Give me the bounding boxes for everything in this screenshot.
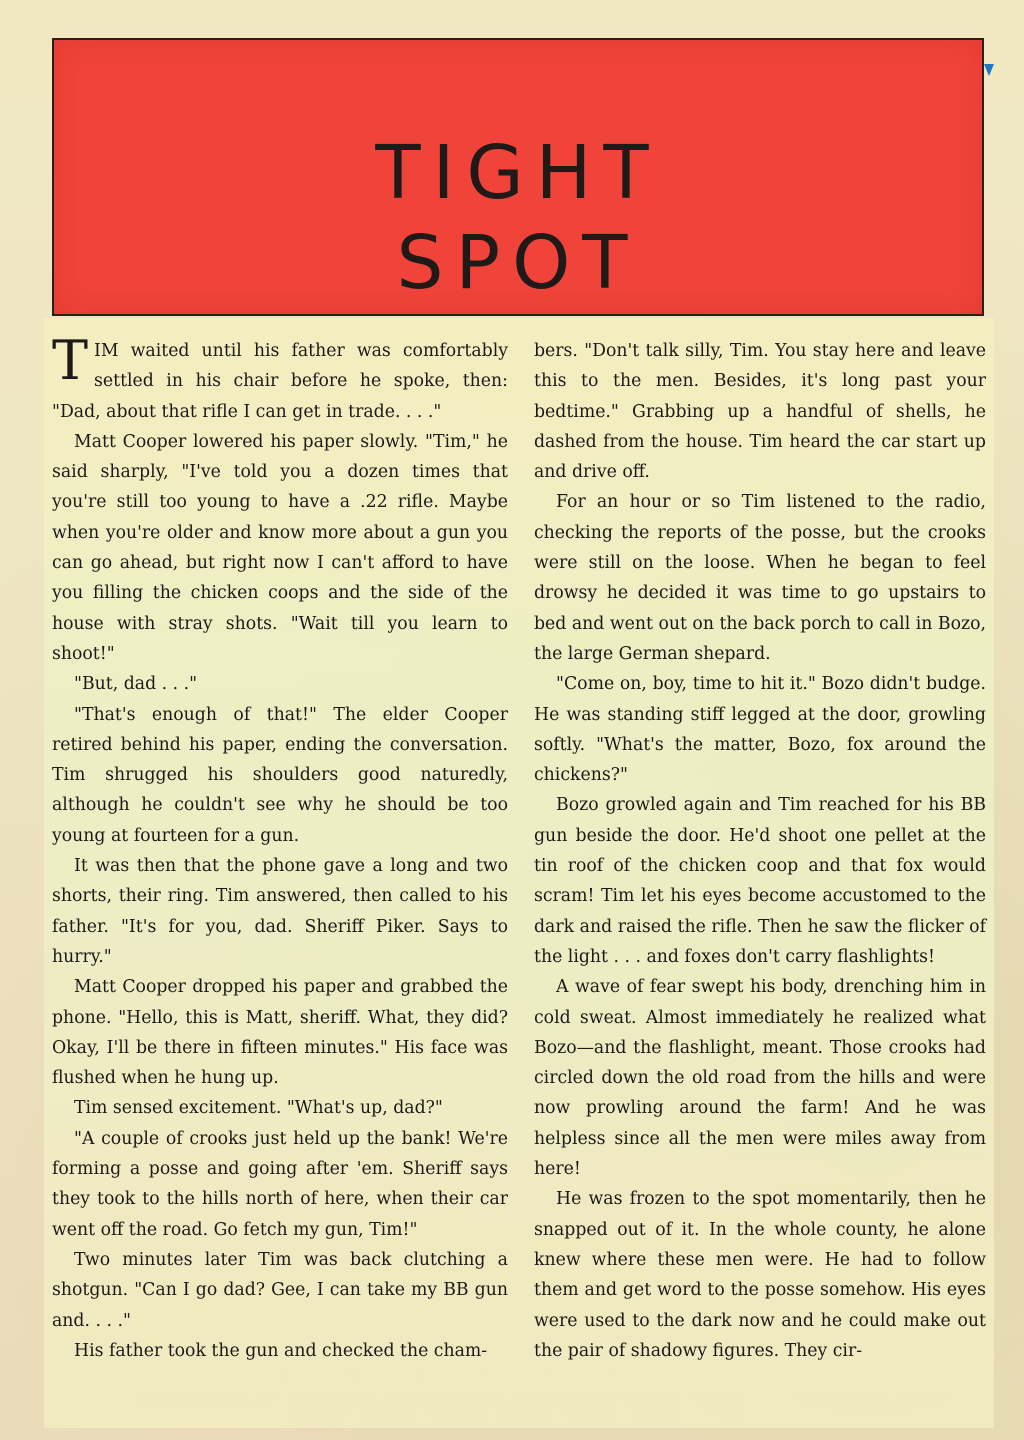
story-paragraph: "That's enough of that!" The elder Cooper retired behind his paper, ending the conversation. Tim shrugged his shoulders good naturedly, although he couldn't see why he should be too young at fourteen for a gun. <box>52 704 508 846</box>
drop-cap: T <box>52 329 89 392</box>
story-column-right <box>534 336 986 1366</box>
story-paragraph: "But, dad . . ." <box>74 674 198 695</box>
story-paragraph: A wave of fear swept his body, drenching him in cold sweat. Almost immediately he realized what Bozo—and the flashlight, meant. Those crooks had circled down the old road from the hills and were now prowling around the farm! And he was helpless since all the men were miles away from here! <box>534 977 986 1180</box>
story-paragraph: He was frozen to the spot momentarily, then he snapped out of it. In the whole county, he alone knew where these men were. He had to follow them and get word to the posse somehow. His eyes were used to the dark now and he could make out the pair of shadowy figures. They cir- <box>534 1189 986 1361</box>
title-banner <box>52 38 984 316</box>
story-paragraph: Matt Cooper lowered his paper slowly. "Tim," he said sharply, "I've told you a dozen times that you're still too young to have a .22 rifle. Maybe when you're older and know more about a gun you can go ahead, but right now I can't afford to have you filling the chicken coops and the side of the house with stray shots. "Wait till you learn to shoot!" <box>52 431 508 664</box>
corner-mark-icon <box>984 64 994 76</box>
story-title-line-2: SPOT <box>396 220 640 306</box>
story-paragraph: It was then that the phone gave a long and two shorts, their ring. Tim answered, then called to his father. "It's for you, dad. Sheriff Piker. Says to hurry." <box>52 856 508 967</box>
story-paragraph <box>52 329 508 427</box>
story-paragraph: "Come on, boy, time to hit it." Bozo didn't budge. He was standing stiff legged at the door, growling softly. "What's the matter, Bozo, fox around the chickens?" <box>534 674 986 786</box>
story-title-line-1: TIGHT <box>375 130 661 216</box>
story-paragraph: For an hour or so Tim listened to the radio, checking the reports of the posse, but the crooks were still on the loose. When he began to feel drowsy he decided it was time to go upstairs to bed and went out on the back porch to call in Bozo, the large German shepard. <box>534 492 986 664</box>
story-paragraph: Tim sensed excitement. "What's up, dad?" <box>74 1098 443 1119</box>
story-paragraph: "A couple of crooks just held up the bank! We're forming a posse and going after 'em. Sheriff says they took to the hills north of here, when their car went off the road. Go fetch my gun, Tim!" <box>52 1128 508 1240</box>
story-paragraph: bers. "Don't talk silly, Tim. You stay here and leave this to the men. Besides, it's long past your bedtime." Grabbing up a handful of shells, he dashed from the house. Tim heard the car start up and drive off. <box>534 341 986 483</box>
story-paragraph: Matt Cooper dropped his paper and grabbed the phone. "Hello, this is Matt, sheriff. What, they did? Okay, I'll be there in fifteen minutes." His face was flushed when he hung up. <box>52 977 508 1089</box>
story-column-left <box>52 329 508 1366</box>
paragraph-text: IM waited until his father was comfortably settled in his chair before he spoke, then: "Dad, about that rifle I can get in trade. . . ." <box>52 341 508 422</box>
story-paragraph: Bozo growled again and Tim reached for his BB gun beside the door. He'd shoot one pellet at the tin roof of the chicken coop and that fox would scram! Tim let his eyes become accustomed to the dark and raised the rifle. Then he saw the flicker of the light . . . and foxes don't carry flashlights! <box>534 795 986 967</box>
story-paragraph: Two minutes later Tim was back clutching a shotgun. "Can I go dad? Gee, I can take my BB gun and. . . ." <box>52 1249 508 1331</box>
story-paragraph: His father took the gun and checked the cham- <box>74 1340 488 1361</box>
